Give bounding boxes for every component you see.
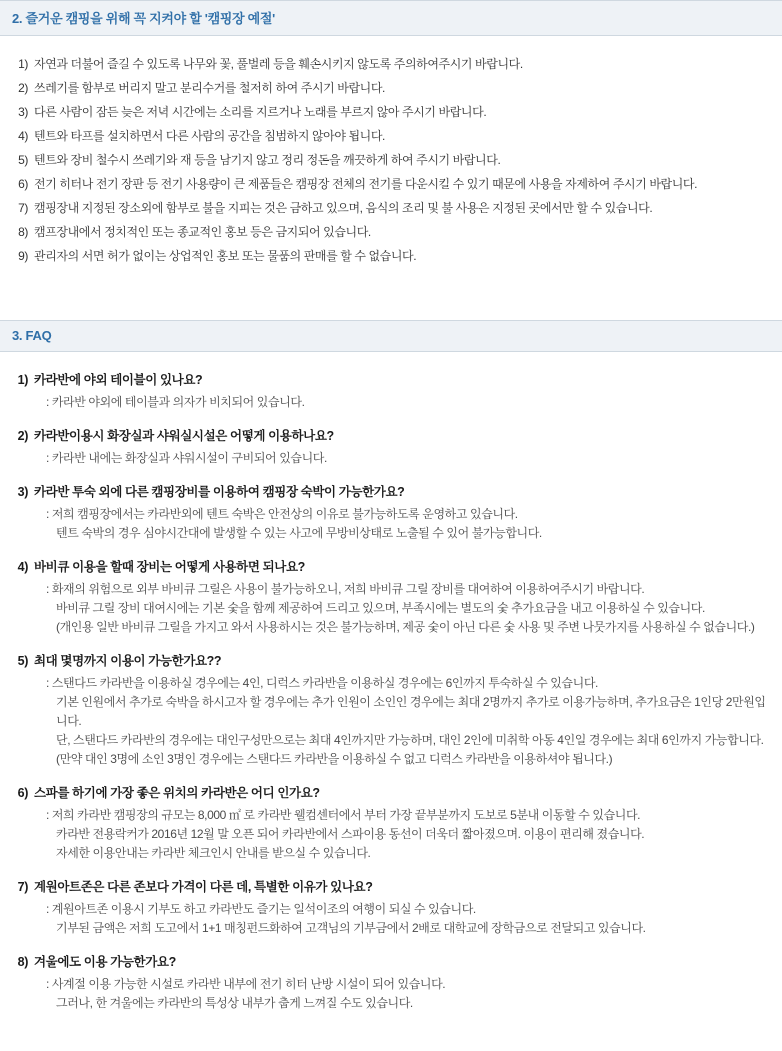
faq-answer-line: : 계원아트존 이용시 기부도 하고 카라반도 즐기는 일석이조의 여행이 되실 수 있습니다. [46,902,476,916]
faq-answer-line: : 카라반 내에는 화장실과 샤워시설이 구비되어 있습니다. [46,451,327,465]
rule-number: 9) [18,249,28,263]
list-item [0,426,782,468]
list-item [0,370,782,412]
section-header-faq: 3. FAQ [0,320,782,352]
faq-question [0,783,782,803]
faq-answer-line: 텐트 숙박의 경우 심야시간대에 발생할 수 있는 사고에 무방비상태로 노출될 수 있어 불가능합니다. [56,526,542,540]
faq-answer [0,580,782,637]
faq-answer [0,900,782,938]
faq-question [0,877,782,897]
faq-answer [0,393,782,412]
faq-answer [0,975,782,1013]
rule-text: 캠프장내에서 정치적인 또는 종교적인 홍보 등은 금지되어 있습니다. [34,225,371,239]
rule-number: 2) [18,81,28,95]
list-item [0,651,782,769]
faq-number: 8) [17,955,28,969]
faq-question-text: 카라반에 야외 테이블이 있나요? [34,373,203,387]
list-item [0,244,782,268]
faq-question-text: 바비큐 이용을 할때 장비는 어떻게 사용하면 되나요? [34,560,305,574]
faq-number: 5) [17,654,28,668]
camping-etiquette-rule-list [0,36,782,278]
faq-number: 2) [17,429,28,443]
faq-answer-line: : 사계절 이용 가능한 시설로 카라반 내부에 전기 히터 난방 시설이 되어 있습니다. [46,977,446,991]
faq-question [0,370,782,390]
rule-number: 1) [18,57,28,71]
faq-question [0,651,782,671]
faq-question-text: 겨울에도 이용 가능한가요? [34,955,176,969]
rule-number: 7) [18,201,28,215]
list-item [0,557,782,637]
list-item [0,52,782,76]
section-header-camping-etiquette: 2. 즐거운 캠핑을 위해 꼭 지켜야 할 '캠핑장 예절' [0,0,782,36]
faq-answer-line: 기부된 금액은 저희 도고에서 1+1 매칭펀드화하여 고객님의 기부금에서 2배로 대학교에 장학금으로 전달되고 있습니다. [56,921,646,935]
rule-text: 캠핑장내 지정된 장소외에 함부로 불을 지피는 것은 금하고 있으며, 음식의 조리 및 불 사용은 지정된 곳에서만 할 수 있습니다. [34,201,653,215]
faq-question-text: 카라반 투숙 외에 다른 캠핑장비를 이용하여 캠핑장 숙박이 가능한가요? [34,485,405,499]
faq-answer-line: 기본 인원에서 추가로 숙박을 하시고자 할 경우에는 추가 인원이 소인인 경우에는 최대 2명까지 추가로 이용가능하며, 추가요금은 1인당 2만원입니다. [56,695,766,728]
list-item [0,877,782,938]
faq-answer [0,674,782,769]
section-camping-etiquette [0,0,782,278]
rule-number: 4) [18,129,28,143]
faq-question [0,557,782,577]
faq-answer [0,806,782,863]
rule-text: 자연과 더불어 즐길 수 있도록 나무와 꽃, 풀벌레 등을 훼손시키지 않도록 주의하여주시기 바랍니다. [34,57,523,71]
faq-answer [0,505,782,543]
list-item [0,482,782,543]
rule-text: 다른 사람이 잠든 늦은 저녁 시간에는 소리를 지르거나 노래를 부르지 않아 주시기 바랍니다. [34,105,487,119]
rule-number: 6) [18,177,28,191]
faq-answer-line: 그러나, 한 겨울에는 카라반의 특성상 내부가 춥게 느껴질 수도 있습니다. [56,996,413,1010]
faq-question-text: 카라반이용시 화장실과 샤워실시설은 어떻게 이용하나요? [34,429,334,443]
faq-answer-line: : 저희 캠핑장에서는 카라반외에 텐트 숙박은 안전상의 이유로 불가능하도록 운영하고 있습니다. [46,507,518,521]
list-item [0,783,782,863]
faq-question [0,952,782,972]
faq-answer-line: 바비큐 그릴 장비 대여시에는 기본 숯을 함께 제공하여 드리고 있으며, 부족시에는 별도의 숯 추가요금을 내고 이용하실 수 있습니다. [56,601,705,615]
faq-answer-line: 자세한 이용안내는 카라반 체크인시 안내를 받으실 수 있습니다. [56,846,371,860]
list-item [0,76,782,100]
section-faq [0,320,782,1051]
list-item [0,148,782,172]
faq-question-text: 최대 몇명까지 이용이 가능한가요?? [34,654,222,668]
faq-answer [0,449,782,468]
faq-answer-line: 카라반 전용락커가 2016년 12월 말 오픈 되어 카라반에서 스파이용 동선이 더욱더 짧아졌으며. 이용이 편리해 졌습니다. [56,827,645,841]
list-item [0,124,782,148]
rule-number: 8) [18,225,28,239]
rule-number: 5) [18,153,28,167]
faq-answer-line: : 화재의 위험으로 외부 바비큐 그릴은 사용이 불가능하오니, 저희 바비큐 그릴 장비를 대여하여 이용하여주시기 바랍니다. [46,582,645,596]
faq-number: 4) [17,560,28,574]
rule-text: 전기 히터나 전기 장판 등 전기 사용량이 큰 제품들은 캠핑장 전체의 전기를 다운시킬 수 있기 때문에 사용을 자제하여 주시기 바랍니다. [34,177,698,191]
faq-number: 3) [17,485,28,499]
rule-number: 3) [18,105,28,119]
faq-number: 6) [17,786,28,800]
section-divider-space [0,278,782,320]
faq-question [0,426,782,446]
rule-text: 쓰레기를 함부로 버리지 말고 분리수거를 철저히 하여 주시기 바랍니다. [34,81,385,95]
list-item [0,100,782,124]
faq-number: 1) [17,373,28,387]
faq-number: 7) [17,880,28,894]
rule-text: 텐트와 장비 철수시 쓰레기와 재 등을 남기지 않고 정리 정돈을 깨끗하게 하여 주시기 바랍니다. [34,153,501,167]
list-item [0,172,782,196]
faq-answer-line: (개인용 일반 바비큐 그릴을 가지고 와서 사용하시는 것은 불가능하며, 제공 숯이 아닌 다른 숯 사용 및 주변 나뭇가지를 사용하실 수 없습니다.) [56,620,755,634]
list-item [0,220,782,244]
faq-question [0,482,782,502]
faq-list [0,352,782,1051]
rule-text: 관리자의 서면 허가 없이는 상업적인 홍보 또는 물품의 판매를 할 수 없습니다. [34,249,417,263]
list-item [0,196,782,220]
faq-answer-line: : 저희 카라반 캠핑장의 규모는 8,000 ㎡ 로 카라반 웰컴센터에서 부터 가장 끝부분까지 도보로 5분내 이동할 수 있습니다. [46,808,641,822]
list-item [0,952,782,1013]
faq-answer-line: : 카라반 야외에 테이블과 의자가 비치되어 있습니다. [46,395,305,409]
faq-answer-line: 단, 스탠다드 카라반의 경우에는 대인구성만으로는 최대 4인까지만 가능하며, 대인 2인에 미취학 아동 4인일 경우에는 최대 6인까지 가능합니다. [56,733,764,747]
rule-text: 텐트와 타프를 설치하면서 다른 사람의 공간을 침범하지 않아야 됩니다. [34,129,385,143]
faq-answer-line: : 스탠다드 카라반을 이용하실 경우에는 4인, 디럭스 카라반을 이용하실 경우에는 6인까지 투숙하실 수 있습니다. [46,676,598,690]
faq-question-text: 스파를 하기에 가장 좋은 위치의 카라반은 어디 인가요? [34,786,320,800]
faq-question-text: 계원아트존은 다른 존보다 가격이 다른 데, 특별한 이유가 있나요? [34,880,373,894]
faq-answer-line: (만약 대인 3명에 소인 3명인 경우에는 스탠다드 카라반을 이용하실 수 없고 디럭스 카라반을 이용하셔야 됩니다.) [56,752,613,766]
